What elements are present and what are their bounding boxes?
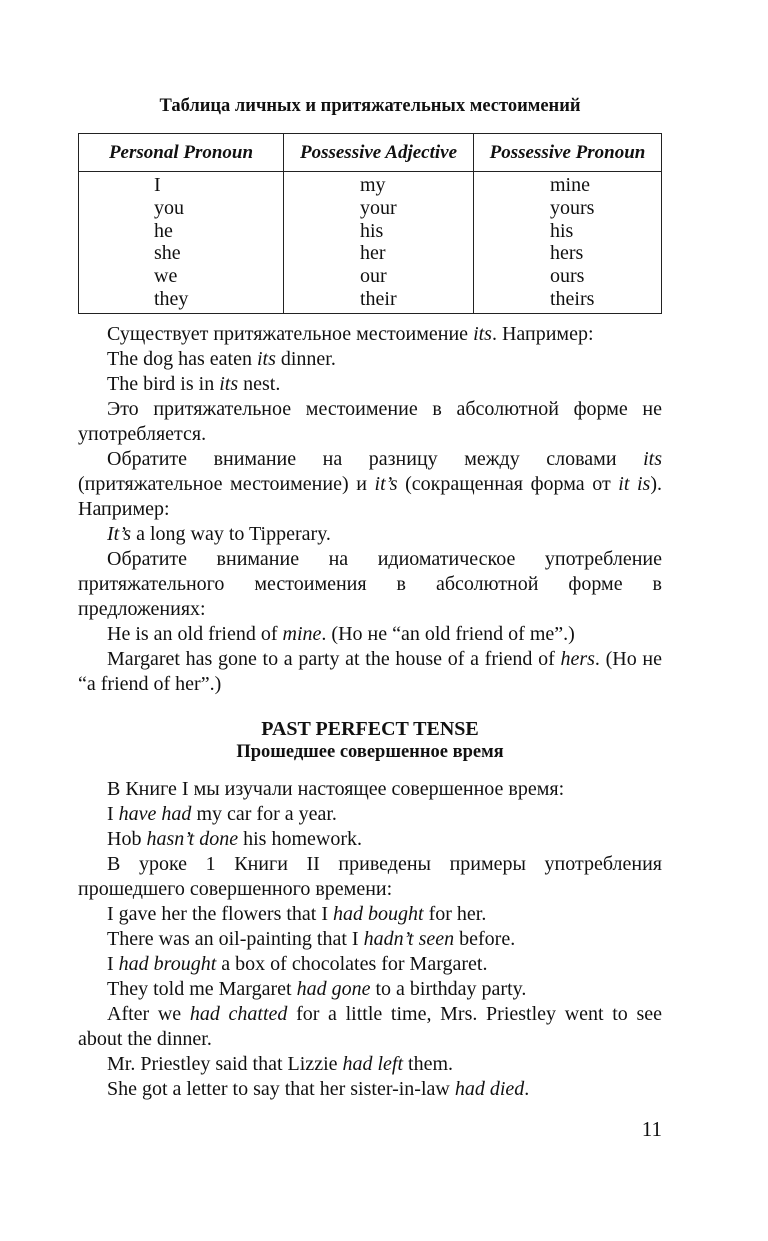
italic-text: had chatted bbox=[189, 1003, 288, 1025]
italic-text: its bbox=[219, 373, 239, 395]
example bbox=[78, 372, 662, 397]
text: I gave her the flowers that I bbox=[107, 903, 334, 925]
text: There was an oil-painting that I bbox=[107, 928, 364, 950]
text: ). Например: bbox=[78, 473, 663, 520]
text: Обратите внимание на разницу между словами bbox=[107, 448, 644, 470]
italic-text: its bbox=[473, 323, 492, 345]
text: nest. bbox=[238, 373, 281, 395]
example bbox=[78, 347, 662, 372]
example bbox=[78, 522, 662, 547]
header-possessive-adjective: Possessive Adjective bbox=[284, 134, 474, 172]
paragraph bbox=[78, 447, 662, 522]
table-cell: your bbox=[284, 197, 474, 220]
table-title: Таблица личных и притяжательных местоимений bbox=[159, 96, 581, 116]
italic-text: had bought bbox=[333, 903, 424, 925]
italic-text: had brought bbox=[118, 953, 217, 975]
pronoun-explanation bbox=[78, 322, 662, 697]
text: (притяжательное местоимение) и bbox=[78, 473, 375, 495]
section-title: PAST PERFECT TENSE bbox=[261, 718, 479, 740]
text: Существует притяжательное местоимение bbox=[107, 323, 474, 345]
table-cell: they bbox=[79, 288, 284, 313]
italic-text: hadn’t seen bbox=[363, 928, 455, 950]
table-cell: she bbox=[79, 242, 284, 265]
table-cell: my bbox=[284, 172, 474, 197]
italic-text: it is bbox=[618, 473, 651, 495]
example bbox=[78, 927, 662, 952]
table-cell: ours bbox=[474, 265, 662, 288]
text: Margaret has gone to a party at the house of a friend of bbox=[107, 648, 561, 670]
text: After we bbox=[107, 1003, 190, 1025]
table-row bbox=[79, 265, 662, 288]
table-cell: theirs bbox=[474, 288, 662, 313]
table-row bbox=[79, 172, 662, 197]
paragraph bbox=[78, 322, 662, 347]
italic-text: had gone bbox=[296, 978, 371, 1000]
text: dinner. bbox=[275, 348, 336, 370]
example bbox=[78, 622, 662, 647]
table-row bbox=[79, 220, 662, 243]
text: them. bbox=[403, 1053, 454, 1075]
text: . (Но не “an old friend of me”.) bbox=[321, 623, 575, 645]
italic-text: its bbox=[256, 348, 276, 370]
text: to a birthday party. bbox=[370, 978, 527, 1000]
example bbox=[78, 1077, 662, 1102]
text: She got a letter to say that her sister-in-law bbox=[107, 1078, 455, 1100]
example bbox=[78, 802, 662, 827]
page-number: 11 bbox=[641, 1117, 662, 1141]
text: The bird is in bbox=[107, 373, 220, 395]
example bbox=[78, 1002, 662, 1052]
text: for a little time, Mrs. Priestley went to see about the dinner. bbox=[78, 1003, 662, 1050]
past-perfect-explanation bbox=[78, 777, 662, 1102]
example bbox=[78, 977, 662, 1002]
example bbox=[78, 647, 662, 697]
italic-text: hers bbox=[560, 648, 595, 670]
text: my car for a year. bbox=[191, 803, 337, 825]
italic-text: it’s bbox=[374, 473, 398, 495]
example bbox=[78, 827, 662, 852]
table-cell: her bbox=[284, 242, 474, 265]
table-cell: you bbox=[79, 197, 284, 220]
text: for her. bbox=[423, 903, 487, 925]
table-cell: he bbox=[79, 220, 284, 243]
example bbox=[78, 1052, 662, 1077]
italic-text: It’s bbox=[107, 523, 132, 545]
table-cell: his bbox=[474, 220, 662, 243]
table-cell: I bbox=[79, 172, 284, 197]
italic-text: its bbox=[643, 448, 662, 470]
table-cell: hers bbox=[474, 242, 662, 265]
paragraph: В Книге I мы изучали настоящее совершенное время: bbox=[107, 778, 565, 800]
table-cell: our bbox=[284, 265, 474, 288]
example bbox=[78, 952, 662, 977]
text: . (Но не “a friend of her”.) bbox=[78, 648, 662, 695]
italic-text: have had bbox=[118, 803, 192, 825]
italic-text: had left bbox=[342, 1053, 404, 1075]
text: Mr. Priestley said that Lizzie bbox=[107, 1053, 343, 1075]
header-personal-pronoun: Personal Pronoun bbox=[79, 134, 284, 172]
text: a long way to Tipperary. bbox=[131, 523, 331, 545]
paragraph: В уроке 1 Книги II приведены примеры употребления прошедшего совершенного времени: bbox=[78, 853, 662, 900]
table-header-row bbox=[79, 134, 662, 172]
example bbox=[78, 902, 662, 927]
table-cell: yours bbox=[474, 197, 662, 220]
text: a box of chocolates for Margaret. bbox=[216, 953, 488, 975]
table-row bbox=[79, 242, 662, 265]
text: He is an old friend of bbox=[107, 623, 283, 645]
table-cell: mine bbox=[474, 172, 662, 197]
text: his homework. bbox=[238, 828, 363, 850]
paragraph: Обратите внимание на идиоматическое употребление притяжательного местоимения в абсолютной форме в предложениях: bbox=[78, 548, 662, 620]
text: They told me Margaret bbox=[107, 978, 297, 1000]
section-subtitle: Прошедшее совершенное время bbox=[236, 742, 504, 762]
table-cell: their bbox=[284, 288, 474, 313]
text: The dog has eaten bbox=[107, 348, 257, 370]
table-row bbox=[79, 288, 662, 313]
italic-text: had died bbox=[454, 1078, 525, 1100]
paragraph: Это притяжательное местоимение в абсолютной форме не употребляется. bbox=[78, 398, 662, 445]
header-possessive-pronoun: Possessive Pronoun bbox=[474, 134, 662, 172]
pronoun-table bbox=[78, 133, 662, 314]
table-row bbox=[79, 197, 662, 220]
italic-text: hasn’t done bbox=[146, 828, 239, 850]
text: . bbox=[524, 1078, 530, 1100]
text: before. bbox=[454, 928, 516, 950]
italic-text: mine bbox=[282, 623, 322, 645]
text: (сокращенная форма от bbox=[397, 473, 619, 495]
section-heading bbox=[78, 718, 662, 764]
table-cell: we bbox=[79, 265, 284, 288]
text: I bbox=[107, 803, 119, 825]
text: . Например: bbox=[491, 323, 594, 345]
text: I bbox=[107, 953, 119, 975]
table-cell: his bbox=[284, 220, 474, 243]
text: Hob bbox=[107, 828, 147, 850]
